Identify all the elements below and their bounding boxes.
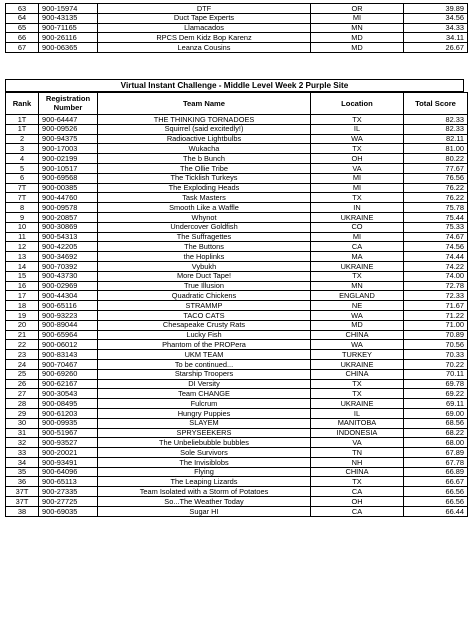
cell-location: MN <box>311 281 404 291</box>
cell-registration-number: 900-69568 <box>39 173 98 183</box>
table-row <box>6 261 468 271</box>
table-row <box>6 134 468 144</box>
cell-registration-number: 900-51967 <box>39 428 98 438</box>
cell-rank: 22 <box>6 340 39 350</box>
cell-location: VA <box>311 163 404 173</box>
cell-rank: 64 <box>6 13 39 23</box>
table-row <box>6 203 468 213</box>
cell-location: MD <box>311 43 404 53</box>
table-row <box>6 193 468 203</box>
cell-location: OH <box>311 154 404 164</box>
cell-location: CHINA <box>311 467 404 477</box>
cell-rank: 7T <box>6 193 39 203</box>
cell-total-score: 76.56 <box>404 173 468 183</box>
cell-registration-number: 900-09935 <box>39 418 98 428</box>
table-row <box>6 379 468 389</box>
cell-team-name: Fulcrum <box>98 399 311 409</box>
cell-team-name: THE THINKING TORNADOES <box>98 115 311 125</box>
cell-registration-number: 900-64447 <box>39 115 98 125</box>
cell-registration-number: 900-69035 <box>39 506 98 516</box>
cell-rank: 25 <box>6 369 39 379</box>
table-row <box>6 4 468 14</box>
cell-location: CHINA <box>311 369 404 379</box>
cell-registration-number: 900-27725 <box>39 497 98 507</box>
cell-total-score: 82.33 <box>404 124 468 134</box>
table-row <box>6 183 468 193</box>
table-row <box>6 497 468 507</box>
cell-team-name: DTF <box>98 4 311 14</box>
cell-registration-number: 900-30869 <box>39 222 98 232</box>
cell-total-score: 75.78 <box>404 203 468 213</box>
table-row <box>6 389 468 399</box>
cell-location: WA <box>311 134 404 144</box>
cell-registration-number: 900-70467 <box>39 359 98 369</box>
cell-registration-number: 900-08495 <box>39 399 98 409</box>
header-rank: Rank <box>6 93 39 115</box>
cell-total-score: 69.22 <box>404 389 468 399</box>
cell-rank: 33 <box>6 448 39 458</box>
cell-rank: 65 <box>6 23 39 33</box>
table-row <box>6 23 468 33</box>
table-row <box>6 232 468 242</box>
cell-rank: 8 <box>6 203 39 213</box>
cell-location: IL <box>311 124 404 134</box>
cell-total-score: 75.33 <box>404 222 468 232</box>
cell-location: UKRAINE <box>311 261 404 271</box>
cell-team-name: SPRYSEEKERS <box>98 428 311 438</box>
cell-total-score: 68.56 <box>404 418 468 428</box>
cell-rank: 4 <box>6 154 39 164</box>
cell-rank: 29 <box>6 408 39 418</box>
table-row <box>6 330 468 340</box>
cell-rank: 14 <box>6 261 39 271</box>
cell-registration-number: 900-61203 <box>39 408 98 418</box>
cell-location: TX <box>311 379 404 389</box>
cell-location: TX <box>311 477 404 487</box>
table-row <box>6 477 468 487</box>
cell-team-name: The Exploding Heads <box>98 183 311 193</box>
cell-team-name: Smooth Like a Waffle <box>98 203 311 213</box>
cell-location: MANITOBA <box>311 418 404 428</box>
cell-total-score: 70.11 <box>404 369 468 379</box>
cell-team-name: STRAMMP <box>98 301 311 311</box>
cell-registration-number: 900-64096 <box>39 467 98 477</box>
cell-registration-number: 900-65113 <box>39 477 98 487</box>
cell-location: MI <box>311 183 404 193</box>
cell-total-score: 34.56 <box>404 13 468 23</box>
cell-total-score: 34.33 <box>404 23 468 33</box>
cell-registration-number: 900-94375 <box>39 134 98 144</box>
cell-team-name: The Ticklish Turkeys <box>98 173 311 183</box>
cell-team-name: The Unbeliebubble bubbles <box>98 438 311 448</box>
cell-team-name: Team Isolated with a Storm of Potatoes <box>98 487 311 497</box>
cell-registration-number: 900-65964 <box>39 330 98 340</box>
cell-location: MI <box>311 232 404 242</box>
cell-team-name: The Buttons <box>98 242 311 252</box>
cell-team-name: The Ollie Tribe <box>98 163 311 173</box>
results-title: Virtual Instant Challenge - Middle Level Week 2 Purple Site <box>5 79 464 92</box>
results-table <box>5 92 468 517</box>
cell-location: MA <box>311 252 404 262</box>
cell-registration-number: 900-93223 <box>39 310 98 320</box>
table-row <box>6 13 468 23</box>
cell-total-score: 69.78 <box>404 379 468 389</box>
cell-location: UKRAINE <box>311 359 404 369</box>
cell-registration-number: 900-20021 <box>39 448 98 458</box>
cell-total-score: 74.00 <box>404 271 468 281</box>
cell-total-score: 76.22 <box>404 193 468 203</box>
cell-team-name: So...The Weather Today <box>98 497 311 507</box>
table-row <box>6 340 468 350</box>
cell-location: IN <box>311 203 404 213</box>
cell-total-score: 70.56 <box>404 340 468 350</box>
cell-registration-number: 900-42205 <box>39 242 98 252</box>
cell-location: MI <box>311 13 404 23</box>
cell-rank: 19 <box>6 310 39 320</box>
cell-total-score: 70.33 <box>404 350 468 360</box>
cell-location: TX <box>311 389 404 399</box>
cell-team-name: Radioactive Lightbulbs <box>98 134 311 144</box>
table-row <box>6 506 468 516</box>
cell-rank: 15 <box>6 271 39 281</box>
table-row <box>6 115 468 125</box>
cell-team-name: Sugar HI <box>98 506 311 516</box>
cell-rank: 37T <box>6 497 39 507</box>
cell-registration-number: 900-20857 <box>39 212 98 222</box>
cell-team-name: True Illusion <box>98 281 311 291</box>
table-row <box>6 281 468 291</box>
cell-location: WA <box>311 310 404 320</box>
cell-total-score: 39.89 <box>404 4 468 14</box>
cell-location: OR <box>311 4 404 14</box>
cell-location: UKRAINE <box>311 212 404 222</box>
cell-team-name: Team CHANGE <box>98 389 311 399</box>
cell-rank: 6 <box>6 173 39 183</box>
table-row <box>6 448 468 458</box>
cell-rank: 13 <box>6 252 39 262</box>
table-row <box>6 399 468 409</box>
header-row <box>6 93 468 115</box>
cell-rank: 1T <box>6 124 39 134</box>
cell-team-name: Hungry Puppies <box>98 408 311 418</box>
cell-rank: 9 <box>6 212 39 222</box>
cell-team-name: Task Masters <box>98 193 311 203</box>
cell-registration-number: 900-65116 <box>39 301 98 311</box>
cell-rank: 20 <box>6 320 39 330</box>
cell-rank: 34 <box>6 457 39 467</box>
cell-location: ENGLAND <box>311 291 404 301</box>
cell-registration-number: 900-09578 <box>39 203 98 213</box>
cell-rank: 11 <box>6 232 39 242</box>
cell-location: MD <box>311 320 404 330</box>
cell-total-score: 66.56 <box>404 497 468 507</box>
cell-rank: 37T <box>6 487 39 497</box>
cell-team-name: Sole Survivors <box>98 448 311 458</box>
cell-total-score: 70.89 <box>404 330 468 340</box>
cell-total-score: 71.00 <box>404 320 468 330</box>
cell-total-score: 82.11 <box>404 134 468 144</box>
cell-team-name: Chesapeake Crusty Rats <box>98 320 311 330</box>
cell-total-score: 66.56 <box>404 487 468 497</box>
cell-registration-number: 900-43730 <box>39 271 98 281</box>
cell-total-score: 67.89 <box>404 448 468 458</box>
table-row <box>6 144 468 154</box>
cell-team-name: Leanza Cousins <box>98 43 311 53</box>
cell-total-score: 66.67 <box>404 477 468 487</box>
cell-registration-number: 900-02969 <box>39 281 98 291</box>
table-row <box>6 252 468 262</box>
cell-registration-number: 900-43135 <box>39 13 98 23</box>
table-row <box>6 212 468 222</box>
cell-location: OH <box>311 497 404 507</box>
cell-rank: 28 <box>6 399 39 409</box>
cell-team-name: The Suffragettes <box>98 232 311 242</box>
cell-total-score: 74.67 <box>404 232 468 242</box>
cell-total-score: 72.78 <box>404 281 468 291</box>
table-row <box>6 154 468 164</box>
cell-registration-number: 900-06365 <box>39 43 98 53</box>
header-total-score: Total Score <box>404 93 468 115</box>
cell-total-score: 74.44 <box>404 252 468 262</box>
cell-rank: 30 <box>6 418 39 428</box>
cell-total-score: 74.56 <box>404 242 468 252</box>
table-row <box>6 487 468 497</box>
table-row <box>6 408 468 418</box>
cell-registration-number: 900-44304 <box>39 291 98 301</box>
cell-team-name: The Invisiblobs <box>98 457 311 467</box>
cell-registration-number: 900-09526 <box>39 124 98 134</box>
table-row <box>6 33 468 43</box>
cell-location: MN <box>311 23 404 33</box>
table-row <box>6 124 468 134</box>
table-row <box>6 438 468 448</box>
previous-results-table <box>5 3 468 53</box>
cell-registration-number: 900-83143 <box>39 350 98 360</box>
table-row <box>6 369 468 379</box>
cell-registration-number: 900-54313 <box>39 232 98 242</box>
cell-rank: 21 <box>6 330 39 340</box>
table-row <box>6 320 468 330</box>
cell-total-score: 82.33 <box>404 115 468 125</box>
cell-location: NH <box>311 457 404 467</box>
cell-team-name: SLAYEM <box>98 418 311 428</box>
cell-rank: 5 <box>6 163 39 173</box>
cell-team-name: RPCS Dem Kidz Bop Karenz <box>98 33 311 43</box>
cell-location: TX <box>311 193 404 203</box>
previous-results-body <box>6 4 468 53</box>
cell-team-name: Squirrel (said excitedly!) <box>98 124 311 134</box>
cell-registration-number: 900-26116 <box>39 33 98 43</box>
table-row <box>6 222 468 232</box>
header-team-name: Team Name <box>98 93 311 115</box>
cell-location: UKRAINE <box>311 399 404 409</box>
cell-rank: 7T <box>6 183 39 193</box>
cell-registration-number: 900-89044 <box>39 320 98 330</box>
cell-rank: 38 <box>6 506 39 516</box>
cell-registration-number: 900-69260 <box>39 369 98 379</box>
cell-team-name: The b Bunch <box>98 154 311 164</box>
cell-registration-number: 900-06012 <box>39 340 98 350</box>
cell-location: TN <box>311 448 404 458</box>
cell-registration-number: 900-93491 <box>39 457 98 467</box>
cell-total-score: 69.11 <box>404 399 468 409</box>
cell-total-score: 68.22 <box>404 428 468 438</box>
cell-location: TX <box>311 115 404 125</box>
cell-location: CO <box>311 222 404 232</box>
cell-team-name: Starship Troopers <box>98 369 311 379</box>
table-row <box>6 457 468 467</box>
cell-rank: 35 <box>6 467 39 477</box>
cell-registration-number: 900-15974 <box>39 4 98 14</box>
table-row <box>6 350 468 360</box>
cell-registration-number: 900-02199 <box>39 154 98 164</box>
cell-total-score: 67.78 <box>404 457 468 467</box>
cell-team-name: Phantom of the PROPera <box>98 340 311 350</box>
table-row <box>6 467 468 477</box>
cell-total-score: 72.33 <box>404 291 468 301</box>
cell-registration-number: 900-93527 <box>39 438 98 448</box>
cell-rank: 12 <box>6 242 39 252</box>
table-row <box>6 163 468 173</box>
cell-registration-number: 900-34692 <box>39 252 98 262</box>
cell-team-name: Quadratic Chickens <box>98 291 311 301</box>
cell-registration-number: 900-62167 <box>39 379 98 389</box>
cell-registration-number: 900-10517 <box>39 163 98 173</box>
cell-total-score: 71.22 <box>404 310 468 320</box>
cell-rank: 1T <box>6 115 39 125</box>
cell-team-name: Whynot <box>98 212 311 222</box>
cell-total-score: 66.89 <box>404 467 468 477</box>
cell-rank: 10 <box>6 222 39 232</box>
table-row <box>6 271 468 281</box>
cell-team-name: Flying <box>98 467 311 477</box>
cell-registration-number: 900-30543 <box>39 389 98 399</box>
cell-total-score: 71.67 <box>404 301 468 311</box>
cell-rank: 63 <box>6 4 39 14</box>
cell-total-score: 34.11 <box>404 33 468 43</box>
cell-location: MI <box>311 173 404 183</box>
cell-rank: 3 <box>6 144 39 154</box>
cell-rank: 16 <box>6 281 39 291</box>
cell-registration-number: 900-17003 <box>39 144 98 154</box>
table-row <box>6 173 468 183</box>
cell-team-name: Undercover Goldfish <box>98 222 311 232</box>
cell-location: WA <box>311 340 404 350</box>
cell-rank: 23 <box>6 350 39 360</box>
cell-rank: 17 <box>6 291 39 301</box>
cell-registration-number: 900-70392 <box>39 261 98 271</box>
table-row <box>6 301 468 311</box>
table-row <box>6 310 468 320</box>
cell-location: MD <box>311 33 404 43</box>
cell-total-score: 68.00 <box>404 438 468 448</box>
cell-rank: 32 <box>6 438 39 448</box>
cell-location: CA <box>311 506 404 516</box>
table-row <box>6 359 468 369</box>
cell-team-name: The Leaping Lizards <box>98 477 311 487</box>
header-registration-number: Registration Number <box>39 93 98 115</box>
cell-team-name: UKM TEAM <box>98 350 311 360</box>
cell-total-score: 80.22 <box>404 154 468 164</box>
cell-registration-number: 900-71165 <box>39 23 98 33</box>
table-row <box>6 43 468 53</box>
cell-rank: 31 <box>6 428 39 438</box>
cell-location: CA <box>311 487 404 497</box>
cell-team-name: the Hoplinks <box>98 252 311 262</box>
cell-location: CA <box>311 242 404 252</box>
cell-total-score: 66.44 <box>404 506 468 516</box>
cell-rank: 27 <box>6 389 39 399</box>
cell-rank: 24 <box>6 359 39 369</box>
cell-location: CHINA <box>311 330 404 340</box>
cell-registration-number: 900-27335 <box>39 487 98 497</box>
cell-total-score: 74.22 <box>404 261 468 271</box>
cell-registration-number: 900-44760 <box>39 193 98 203</box>
cell-rank: 36 <box>6 477 39 487</box>
cell-rank: 26 <box>6 379 39 389</box>
cell-rank: 66 <box>6 33 39 43</box>
cell-total-score: 75.44 <box>404 212 468 222</box>
cell-location: NE <box>311 301 404 311</box>
cell-team-name: More Duct Tape! <box>98 271 311 281</box>
cell-total-score: 77.67 <box>404 163 468 173</box>
cell-total-score: 69.00 <box>404 408 468 418</box>
results-body <box>6 115 468 517</box>
cell-location: TURKEY <box>311 350 404 360</box>
cell-total-score: 26.67 <box>404 43 468 53</box>
cell-location: IL <box>311 408 404 418</box>
cell-team-name: Wukacha <box>98 144 311 154</box>
cell-registration-number: 900-00385 <box>39 183 98 193</box>
cell-location: VA <box>311 438 404 448</box>
cell-team-name: Duct Tape Experts <box>98 13 311 23</box>
cell-total-score: 70.22 <box>404 359 468 369</box>
cell-location: TX <box>311 271 404 281</box>
table-row <box>6 242 468 252</box>
cell-location: INDONESIA <box>311 428 404 438</box>
header-location: Location <box>311 93 404 115</box>
cell-team-name: Lucky Fish <box>98 330 311 340</box>
table-row <box>6 291 468 301</box>
cell-team-name: TACO CATS <box>98 310 311 320</box>
cell-total-score: 81.00 <box>404 144 468 154</box>
cell-team-name: Vybukh <box>98 261 311 271</box>
table-row <box>6 428 468 438</box>
table-row <box>6 418 468 428</box>
cell-total-score: 76.22 <box>404 183 468 193</box>
cell-team-name: DI Versity <box>98 379 311 389</box>
cell-rank: 67 <box>6 43 39 53</box>
cell-rank: 18 <box>6 301 39 311</box>
cell-team-name: Llamacados <box>98 23 311 33</box>
cell-rank: 2 <box>6 134 39 144</box>
cell-location: TX <box>311 144 404 154</box>
cell-team-name: To be continued... <box>98 359 311 369</box>
